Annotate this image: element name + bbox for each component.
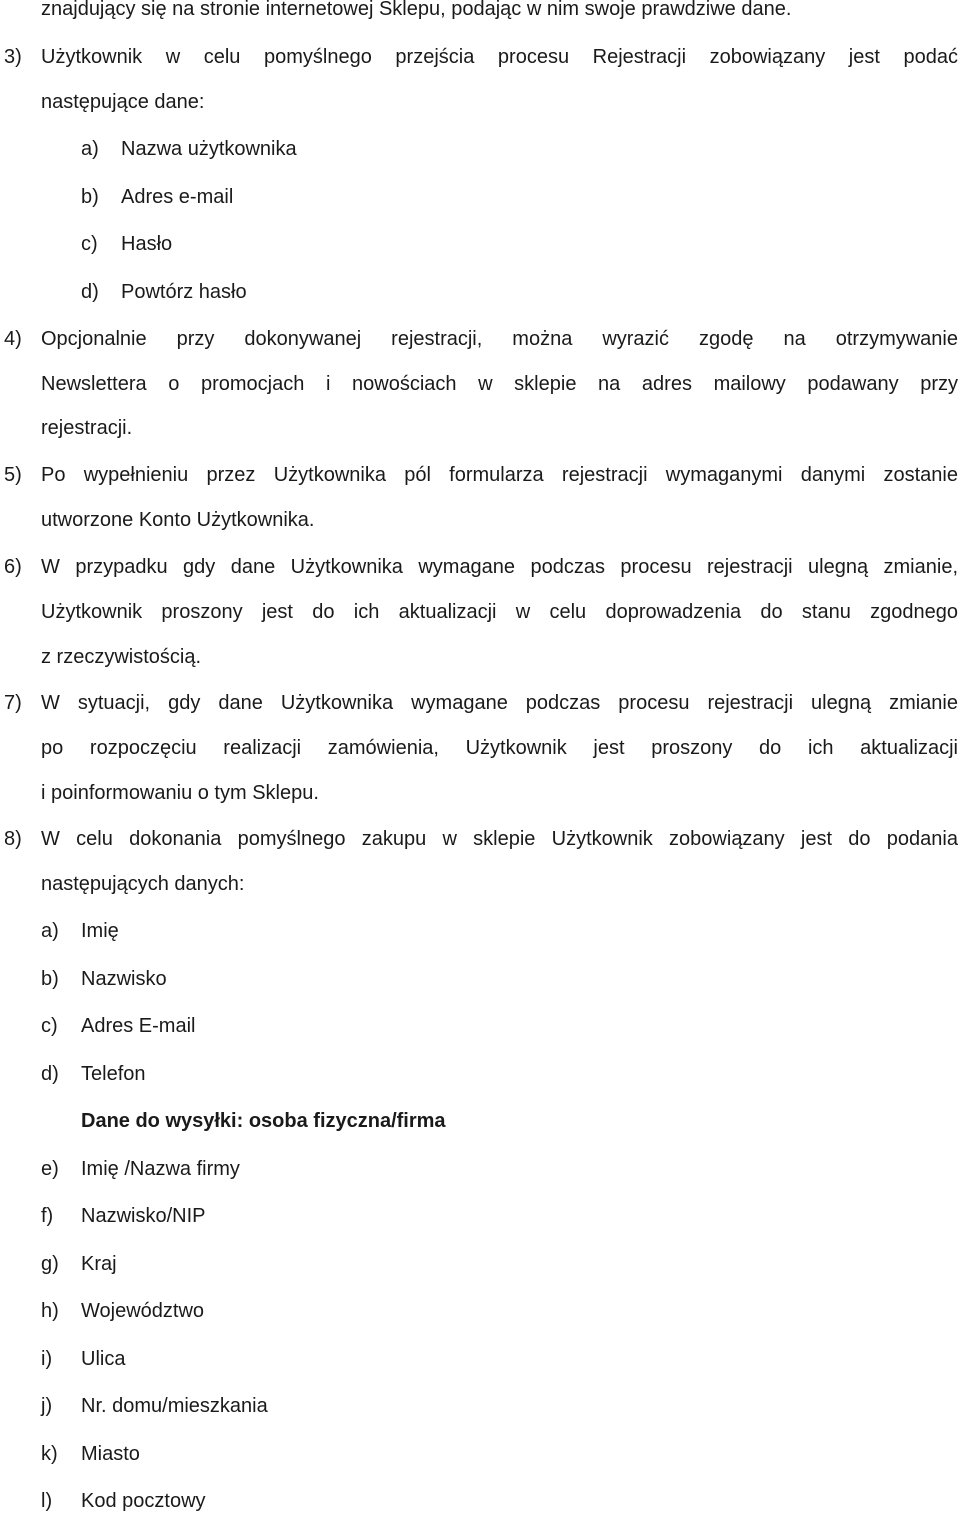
item-5-line-1: Po wypełnieniu przez Użytkownika pól formularza rejestracji wymaganymi danymi zostanie [41,464,958,486]
item-6-line-3: z rzeczywistością. [41,646,202,668]
item-3c-label: c) [81,233,98,255]
item-8f-text: Nazwisko/NIP [81,1205,206,1227]
item-3b-text: Adres e-mail [121,186,234,208]
item-8j-text: Nr. domu/mieszkania [81,1395,268,1417]
item-3c-text: Hasło [121,233,173,255]
item-5-line-2: utworzone Konto Użytkownika. [41,509,315,531]
item-3d-text: Powtórz hasło [121,281,247,303]
item-8d-label: d) [41,1063,59,1085]
item-8j-label: j) [41,1395,53,1417]
item-6-line-1: W przypadku gdy dane Użytkownika wymagane podczas procesu rejestracji ulegną zmianie, [41,556,958,578]
item-7-line-3: i poinformowaniu o tym Sklepu. [41,782,319,804]
item-7-number: 7) [4,692,22,714]
item-8-line-1: W celu dokonania pomyślnego zakupu w sklepie Użytkownik zobowiązany jest do podania [41,828,958,850]
item-7-line-2: po rozpoczęciu realizacji zamówienia, Użytkownik jest proszony do ich aktualizacji [41,737,958,759]
item-8b-text: Nazwisko [81,968,167,990]
item-8g-label: g) [41,1253,59,1275]
item-8k-text: Miasto [81,1443,140,1465]
item-4-line-3: rejestracji. [41,417,133,439]
item-3d-label: d) [81,281,99,303]
item-6-number: 6) [4,556,22,578]
item-3a-text: Nazwa użytkownika [121,138,297,160]
item-8h-text: Województwo [81,1300,205,1322]
item-8k-label: k) [41,1443,58,1465]
item-8i-label: i) [41,1348,53,1370]
item-8e-label: e) [41,1158,59,1180]
item-8l-label: l) [41,1490,53,1512]
item-3-line-2: następujące dane: [41,91,205,113]
item-8i-text: Ulica [81,1348,126,1370]
item-8h-label: h) [41,1300,59,1322]
item-4-line-2: Newslettera o promocjach i nowościach w sklepie na adres mailowy podawany przy [41,373,958,395]
item-8g-text: Kraj [81,1253,117,1275]
item-8c-text: Adres E-mail [81,1015,196,1037]
item-4-number: 4) [4,328,22,350]
item-3-number: 3) [4,46,22,68]
item-5-number: 5) [4,464,22,486]
item-8-line-2: następujących danych: [41,873,245,895]
item-8b-label: b) [41,968,59,990]
item-8l-text: Kod pocztowy [81,1490,206,1512]
item-8d-text: Telefon [81,1063,146,1085]
top-fragment: znajdujący się na stronie internetowej Sklepu, podając w nim swoje prawdziwe dane. [41,0,792,20]
item-3-line-1: Użytkownik w celu pomyślnego przejścia procesu Rejestracji zobowiązany jest podać [41,46,958,68]
item-6-line-2: Użytkownik proszony jest do ich aktualizacji w celu doprowadzenia do stanu zgodnego [41,601,958,623]
item-8f-label: f) [41,1205,54,1227]
item-3a-label: a) [81,138,99,160]
item-4-line-1: Opcjonalnie przy dokonywanej rejestracji, można wyrazić zgodę na otrzymywanie [41,328,958,350]
item-8e-text: Imię /Nazwa firmy [81,1158,240,1180]
shipping-heading: Dane do wysyłki: osoba fizyczna/firma [81,1110,446,1132]
item-8c-label: c) [41,1015,58,1037]
item-3b-label: b) [81,186,99,208]
item-8-number: 8) [4,828,22,850]
item-7-line-1: W sytuacji, gdy dane Użytkownika wymagane podczas procesu rejestracji ulegną zmianie [41,692,958,714]
item-8a-text: Imię [81,920,119,942]
item-8a-label: a) [41,920,59,942]
